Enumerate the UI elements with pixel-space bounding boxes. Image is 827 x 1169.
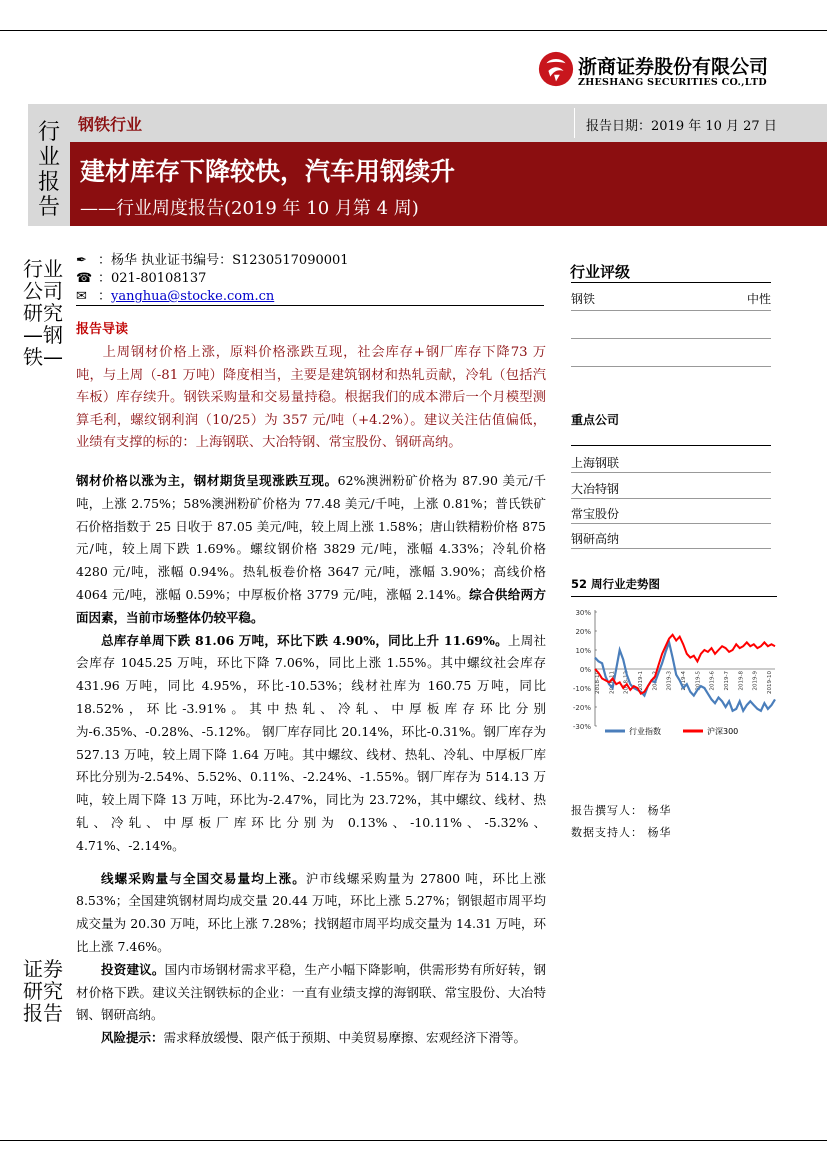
p5-text: 需求释放缓慢、限产低于预期、中美贸易摩擦、宏观经济下滑等。 xyxy=(163,1030,527,1046)
chart-rule xyxy=(571,596,777,597)
key-company-2: 大冶特钢 xyxy=(571,482,620,496)
key-company-3: 常宝股份 xyxy=(571,507,620,521)
chart-title: 52 周行业走势图 xyxy=(571,577,661,591)
report-date: 报告日期：2019 年 10 月 27 日 xyxy=(586,119,777,134)
key-companies-title: 重点公司 xyxy=(571,413,620,427)
key-company-1: 上海钢联 xyxy=(571,456,620,470)
chart-x-tick-label: 2019-3 xyxy=(666,671,673,691)
email-link[interactable]: yanghua@stocke.com.cn xyxy=(111,289,275,304)
chart-x-tick-label: 2019-4 xyxy=(681,671,687,691)
rating-value: 中性 xyxy=(746,292,771,306)
top-rule xyxy=(0,30,827,31)
paragraph-advice xyxy=(76,959,546,1027)
chart-x-tick-label: 2018-10 xyxy=(595,671,601,694)
key-rule-top xyxy=(571,445,771,446)
p1-conclusion: 综合供给两方面因素，当前市场整体仍较平稳。 xyxy=(76,586,546,625)
author-support: 数据支持人： 杨华 xyxy=(571,826,672,839)
trend-chart xyxy=(565,600,780,740)
chart-x-tick-label: 2019-7 xyxy=(724,671,730,691)
phone-icon: ☎ xyxy=(76,271,93,286)
p4-text: 国内市场钢材需求平稳，生产小幅下降影响，供需形势有所好转，钢材价格下跌。建议关注钢铁标的企业：一直有业绩支撑的海钢联、常宝股份、大冶特钢、钢研高纳。 xyxy=(76,961,546,1023)
chart-x-tick-label: 2018-12 xyxy=(623,671,630,694)
guide-title: 报告导读 xyxy=(76,322,129,337)
analyst-info: ：杨华 执业证书编号：S1230517090001 xyxy=(98,253,349,268)
p4-heading: 投资建议。 xyxy=(101,961,165,977)
chart-y-tick-label: -20% xyxy=(572,704,591,712)
p5-heading: 风险提示： xyxy=(101,1030,164,1046)
header-divider xyxy=(574,108,575,138)
analyst-line xyxy=(76,249,349,268)
rating-rule-2 xyxy=(571,338,771,339)
chart-legend-label: 沪深300 xyxy=(707,727,739,736)
p2-text: 上周社会库存 1045.25 万吨，环比下降 7.06%，同比上涨 1.55%。其中螺纹社会库存 431.96 万吨，同比 4.95%，环比-10.53%；线材社库为 160.75 万吨，同比 18.52%，环比-3.91%。其中热轧、冷轧、中厚板库存环比分别为-6.35%、-0.28%、-5.12%。 钢厂库存同比 20.14%，环比-0.31%。钢厂库存为 527.13 万吨，较上周下降 1.64 万吨。其中螺纹、线材、热轧、冷轧、中厚板厂库环比分别为-2.54%、5.52%、0.11%、-2.24%、-1.55%。钢厂库存为 514.13 万吨，较上周下降 13 万吨，环比为-2.47%，同比为 23.72%，其中螺纹、线材、热轧、冷轧、中厚板厂库环比分别为 0.13%、-10.11%、-5.32%、4.71%、-2.14%。 xyxy=(76,632,546,853)
rating-rule-3 xyxy=(571,366,771,367)
key-rule-3 xyxy=(571,523,771,524)
chart-y-tick-label: 0% xyxy=(579,666,591,674)
chart-y-tick-label: 10% xyxy=(575,647,591,655)
envelope-icon: ✉ xyxy=(76,289,87,304)
key-rule-2 xyxy=(571,498,771,499)
email-line xyxy=(76,285,274,304)
key-rule-1 xyxy=(571,472,771,473)
phone-line xyxy=(76,267,206,286)
company-name-cn: 浙商证券股份有限公司 xyxy=(578,56,769,78)
p2-heading: 总库存单周下跌 81.06 万吨，环比下跌 4.90%，同比上升 11.69%。 xyxy=(101,632,508,648)
chart-x-tick-label: 2019-2 xyxy=(652,671,659,691)
rating-rule-1 xyxy=(571,310,771,311)
rating-title: 行业评级 xyxy=(570,263,631,281)
contact-divider xyxy=(76,305,544,306)
chart-x-tick-label: 2019-6 xyxy=(709,671,716,691)
company-logo-icon xyxy=(537,50,575,88)
side-label-category: 行业公司研究—钢铁— xyxy=(23,257,63,369)
side-label-report-type: 行业报告 xyxy=(37,120,60,220)
chart-y-tick-label: 20% xyxy=(575,628,591,636)
chart-x-tick-label: 2019-8 xyxy=(738,671,745,691)
key-company-4: 钢研高纳 xyxy=(571,532,620,546)
paragraph-risk xyxy=(76,1027,546,1050)
p3-heading: 线螺采购量与全国交易量均上涨。 xyxy=(101,870,306,886)
p1-heading: 钢材价格以涨为主，钢材期货呈现涨跌互现。 xyxy=(76,473,338,488)
bottom-rule xyxy=(0,1140,827,1141)
chart-x-tick-label: 2018-11 xyxy=(609,671,616,694)
chart-x-tick-label: 2019-5 xyxy=(695,671,702,691)
paragraph-purchase xyxy=(76,868,546,959)
chart-legend-label: 行业指数 xyxy=(629,727,661,736)
chart-x-tick-label: 2019-1 xyxy=(638,671,644,691)
rating-rule-top xyxy=(571,282,771,283)
key-rule-4 xyxy=(571,548,771,549)
intro-text: 上周钢材价格上涨，原料价格涨跌互现，社会库存+钢厂库存下降73 万吨，与上周（-81 万吨）降度相当，主要是建筑钢材和热轧贡献，冷轧（包括汽车板）库存续升。钢铁采购量和交易量持稳。根据我们的成本滞后一个月模型测算毛利，螺纹钢利润（10/25）为 357 元/吨（+4.2%）。建议关注估值偏低，业绩有支撑的标的：上海钢联、大冶特钢、常宝股份、钢研高纳。 xyxy=(76,345,546,450)
chart-y-tick-label: 30% xyxy=(575,609,591,617)
intro-paragraph xyxy=(76,342,546,455)
chart-y-tick-label: -30% xyxy=(572,723,591,731)
email-prefix: ： xyxy=(98,289,112,304)
author-writer: 报告撰写人： 杨华 xyxy=(571,804,672,817)
chart-x-tick-label: 2019-9 xyxy=(752,671,759,691)
main-body xyxy=(76,470,546,1050)
rating-sector: 钢铁 xyxy=(571,292,596,306)
p1-text: 62%澳洲粉矿价格为 87.90 美元/千吨，上涨 2.75%；58%澳洲粉矿价格为 77.48 美元/千吨，上涨 0.81%；普氏铁矿石价格指数于 25 日收于 87.05 美元/吨，较上周上涨 1.58%；唐山铁精粉价格 875 元/吨，较上周下跌 1.69%。螺纹钢价格 3829 元/吨，涨幅 4.33%；冷轧价格 4280 元/吨，涨幅 0.94%。热轧板卷价格 3647 元/吨，涨幅 3.90%；高线价格 4064 元/吨，涨幅 0.59%；中厚板价格 3779 元/吨，涨幅 2.14%。 xyxy=(76,473,546,602)
chart-x-tick-label: 2019-10 xyxy=(767,671,773,694)
industry-label: 钢铁行业 xyxy=(78,115,143,134)
chart-y-tick-label: -10% xyxy=(572,685,591,693)
company-name-en: ZHESHANG SECURITIES CO.,LTD xyxy=(578,77,767,88)
paragraph-inventory xyxy=(76,630,546,858)
pen-icon: ✒ xyxy=(76,253,87,268)
report-title: 建材库存下降较快，汽车用钢续升 xyxy=(80,157,456,186)
rating-row xyxy=(571,290,771,307)
p3-text: 沪市线螺采购量为 27800 吨，环比上涨 8.53%；全国建筑钢材周均成交量 20.44 万吨，环比上涨 5.27%；钢银超市周平均成交量为 20.30 万吨，环比上涨 7.28%；找钢超市周平均成交量为 14.31 万吨，环比上涨 7.46%。 xyxy=(76,870,546,954)
paragraph-prices xyxy=(76,470,546,630)
side-label-securities-report: 证券研究报告 xyxy=(23,957,63,1025)
phone-number: ：021-80108137 xyxy=(98,271,207,286)
report-subtitle: ——行业周度报告(2019 年 10 月第 4 周) xyxy=(80,198,419,219)
